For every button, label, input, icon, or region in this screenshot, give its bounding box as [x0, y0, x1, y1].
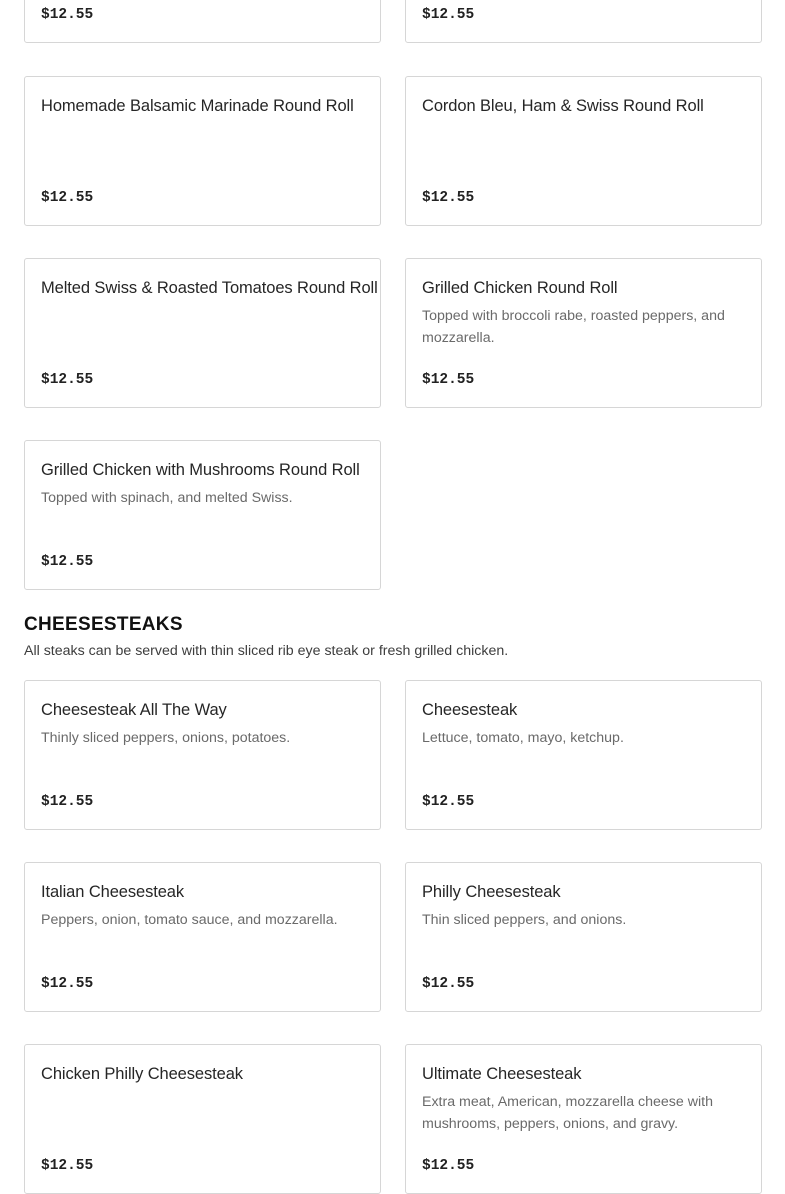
item-price: $12.55: [422, 190, 475, 206]
item-name: Cheesesteak All The Way: [41, 701, 227, 719]
item-description: Topped with broccoli rabe, roasted peppers, and mozzarella.: [422, 308, 725, 346]
menu-item-card[interactable]: [405, 0, 762, 43]
menu-item-card[interactable]: [24, 76, 381, 226]
item-description: Lettuce, tomato, mayo, ketchup.: [422, 730, 624, 746]
cheesesteak-grid: [24, 680, 761, 1194]
menu-item-card[interactable]: [24, 862, 381, 1012]
menu-item-card[interactable]: [405, 680, 762, 830]
menu-item-card[interactable]: [405, 1044, 762, 1194]
item-name: Philly Cheesesteak: [422, 883, 561, 901]
item-price: $12.55: [422, 7, 475, 23]
item-name: Ultimate Cheesesteak: [422, 1065, 582, 1083]
item-name: Cheesesteak: [422, 701, 518, 719]
item-price: $12.55: [41, 554, 94, 570]
item-name: Grilled Chicken with Mushrooms Round Roll: [41, 461, 360, 479]
menu-item-card[interactable]: [24, 1044, 381, 1194]
item-description: Extra meat, American, mozzarella cheese with mushrooms, peppers, onions, and gravy.: [422, 1094, 713, 1132]
item-name: Chicken Philly Cheesesteak: [41, 1065, 243, 1083]
item-name: Italian Cheesesteak: [41, 883, 185, 901]
section-subtitle: All steaks can be served with thin sliced rib eye steak or fresh grilled chicken.: [24, 643, 509, 659]
menu-item-card[interactable]: [24, 258, 381, 408]
item-price: $12.55: [422, 372, 475, 388]
item-price: $12.55: [41, 7, 94, 23]
item-price: $12.55: [41, 372, 94, 388]
round-roll-grid: [24, 76, 761, 590]
top-partial-cards: [24, 0, 761, 43]
item-description: Topped with spinach, and melted Swiss.: [41, 490, 293, 506]
item-price: $12.55: [422, 976, 475, 992]
item-price: $12.55: [422, 794, 475, 810]
menu-item-card[interactable]: [24, 680, 381, 830]
item-description: Thin sliced peppers, and onions.: [422, 912, 627, 928]
menu-item-card[interactable]: [405, 862, 762, 1012]
item-price: $12.55: [41, 190, 94, 206]
item-name: Melted Swiss & Roasted Tomatoes Round Roll: [41, 279, 378, 297]
item-name: Homemade Balsamic Marinade Round Roll: [41, 97, 354, 115]
menu-item-card[interactable]: [405, 258, 762, 408]
item-price: $12.55: [41, 976, 94, 992]
item-name: Grilled Chicken Round Roll: [422, 279, 618, 297]
section-title: CHEESESTEAKS: [24, 614, 183, 635]
item-name: Cordon Bleu, Ham & Swiss Round Roll: [422, 97, 704, 115]
menu-item-card[interactable]: [24, 440, 381, 590]
item-price: $12.55: [41, 1158, 94, 1174]
item-description: Thinly sliced peppers, onions, potatoes.: [41, 730, 291, 746]
menu-item-card[interactable]: [24, 0, 381, 43]
item-price: $12.55: [41, 794, 94, 810]
menu-item-card[interactable]: [405, 76, 762, 226]
item-description: Peppers, onion, tomato sauce, and mozzarella.: [41, 912, 338, 928]
item-price: $12.55: [422, 1158, 475, 1174]
